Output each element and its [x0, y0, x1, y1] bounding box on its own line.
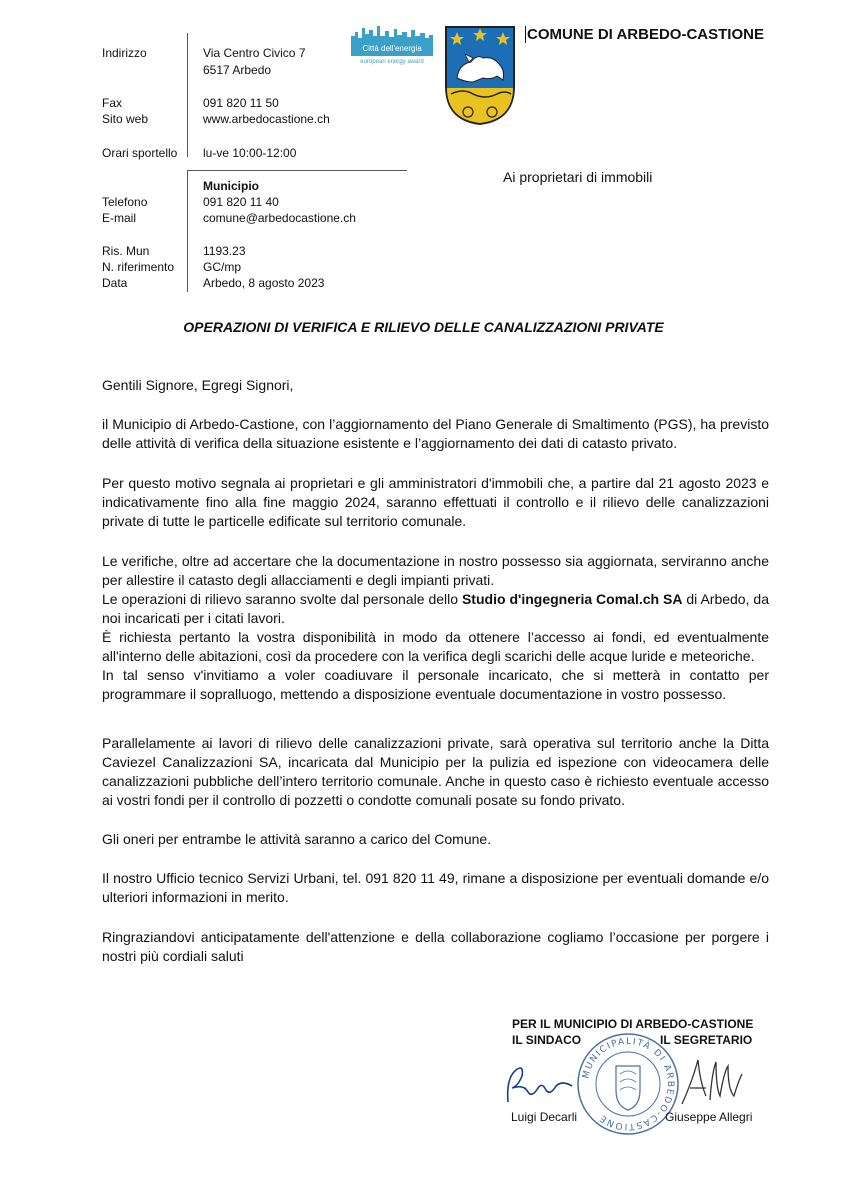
- crest-icon: [443, 24, 517, 126]
- web-label: Sito web: [102, 112, 149, 126]
- hours-value: lu-ve 10:00-12:00: [203, 146, 297, 160]
- paragraph-3c: È richiesta pertanto la vostra disponibilità in modo da ottenere l’accesso ai fondi, ed eventualmente all'interno delle abitazioni, così da procedere con la verifica degli scarichi delle acque luride e meteoriche.: [102, 629, 769, 664]
- ref-value: GC/mp: [203, 260, 242, 274]
- segretario-title: IL SEGRETARIO: [660, 1033, 753, 1047]
- address-label: Indirizzo: [102, 46, 147, 60]
- sindaco-signature-icon: [502, 1058, 582, 1108]
- segretario-signature: [676, 1052, 746, 1112]
- paragraph-3b: [102, 590, 769, 628]
- comune-title: COMUNE DI ARBEDO-CASTIONE: [527, 26, 764, 43]
- date-label: Data: [102, 276, 128, 290]
- fax-label: Fax: [102, 96, 123, 110]
- sindaco-signature: [502, 1058, 582, 1108]
- comune-title-marker: [525, 26, 526, 43]
- paragraph-6: Il nostro Ufficio tecnico Servizi Urbani, tel. 091 820 11 49, rimane a disposizione per eventuali domande e/o ulteriori informazioni in merito.: [102, 870, 769, 905]
- address-line2: 6517 Arbedo: [203, 63, 272, 77]
- paragraph-2: Per questo motivo segnala ai proprietari e gli amministratori d'immobili che, a partire dal 21 agosto 2023 e indicativamente fino alla fine maggio 2024, saranno effettuati il controllo e il rilievo delle canalizzazioni private di tutte le particelle edificate sul territorio comunale.: [102, 475, 769, 529]
- risMun-value: 1193.23: [203, 244, 246, 258]
- municipal-crest: [443, 24, 517, 126]
- hours-label: Orari sportello: [102, 146, 178, 160]
- letterhead-divider-horizontal: [187, 170, 407, 171]
- signature-heading: PER IL MUNICIPIO DI ARBEDO-CASTIONE: [512, 1017, 754, 1031]
- sindaco-name: Luigi Decarli: [511, 1110, 578, 1124]
- segretario-name: Giuseppe Allegri: [665, 1110, 753, 1124]
- recipient: Ai proprietari di immobili: [503, 169, 653, 185]
- email-value: comune@arbedocastione.ch: [203, 211, 356, 225]
- phone-label: Telefono: [102, 195, 148, 209]
- paragraph-5: Gli oneri per entrambe le attività saranno a carico del Comune.: [102, 831, 492, 847]
- stamp-text: MUNICIPALITÀ DI ARBEDO-CASTIONE: [581, 1036, 676, 1132]
- paragraph-3d: In tal senso v'invitiamo a voler coadiuvare il personale incaricato, che si metterà in contatto per programmare il sopralluogo, mettendo a disposizione eventuale documentazione in vostro possesso.: [102, 667, 769, 702]
- greeting: Gentili Signore, Egregi Signori,: [102, 377, 294, 393]
- paragraph-1: il Municipio di Arbedo-Castione, con l’aggiornamento del Piano Generale di Smaltimento (PGS), ha previsto delle attività di verifica della situazione esistente e l’aggiornamento dei dati di catasto privato.: [102, 416, 769, 451]
- paragraph-3: [102, 552, 769, 704]
- paragraph-7: Ringraziandovi anticipatamente dell'attenzione e della collaborazione cogliamo l’occasione per porgere i nostri più cordiali saluti: [102, 929, 769, 964]
- svg-text:MUNICIPALITÀ DI ARBEDO-CASTION: [581, 1037, 675, 1131]
- paragraph-3b-post: di Arbedo, da noi incaricati per i citati lavori.: [102, 591, 769, 626]
- address-line1: Via Centro Civico 7: [203, 46, 306, 60]
- skyline-icon: [347, 22, 437, 44]
- web-value: www.arbedocastione.ch: [203, 112, 330, 126]
- email-label: E-mail: [102, 211, 137, 225]
- energy-logo-title: Città dell'energia: [351, 42, 433, 56]
- energy-city-logo: [347, 22, 437, 72]
- fax-value: 091 820 11 50: [203, 96, 279, 110]
- energy-logo-subtitle: european energy award: [360, 59, 424, 65]
- paragraph-3b-pre: Le operazioni di rilievo saranno svolte dal personale dello: [102, 591, 462, 607]
- contractor-name: Studio d'ingegneria Comal.ch SA: [461, 591, 683, 607]
- letterhead-divider-vertical: [187, 33, 188, 157]
- risMun-label: Ris. Mun: [102, 244, 150, 258]
- date-value: Arbedo, 8 agosto 2023: [203, 276, 325, 290]
- letter-subject: OPERAZIONI DI VERIFICA E RILIEVO DELLE CANALIZZAZIONI PRIVATE: [183, 319, 664, 335]
- segretario-signature-icon: [676, 1052, 746, 1112]
- ref-label: N. riferimento: [102, 260, 175, 274]
- paragraph-4: Parallelamente ai lavori di rilievo delle canalizzazioni private, sarà operativa sul territorio anche la Ditta Caviezel Canalizzazioni SA, incaricata dal Municipio per la pulizia ed ispezione con videocamera delle canalizzazioni pubbliche dell’intero territorio comunale. Anche in questo caso è richiesto eventuale accesso ai vostri fondi per il controllo di pozzetti o condotte comunali posate su fondo privato.: [102, 735, 769, 808]
- paragraph-3a: Le verifiche, oltre ad accertare che la documentazione in nostro possesso sia aggiornata, serviranno anche per allestire il catasto degli allacciamenti e degli impianti privati.: [102, 553, 769, 588]
- letterhead-divider-vertical-lower: [187, 170, 188, 292]
- municipio-heading: Municipio: [203, 179, 259, 193]
- sindaco-title: IL SINDACO: [512, 1033, 582, 1047]
- phone-value: 091 820 11 40: [203, 195, 279, 209]
